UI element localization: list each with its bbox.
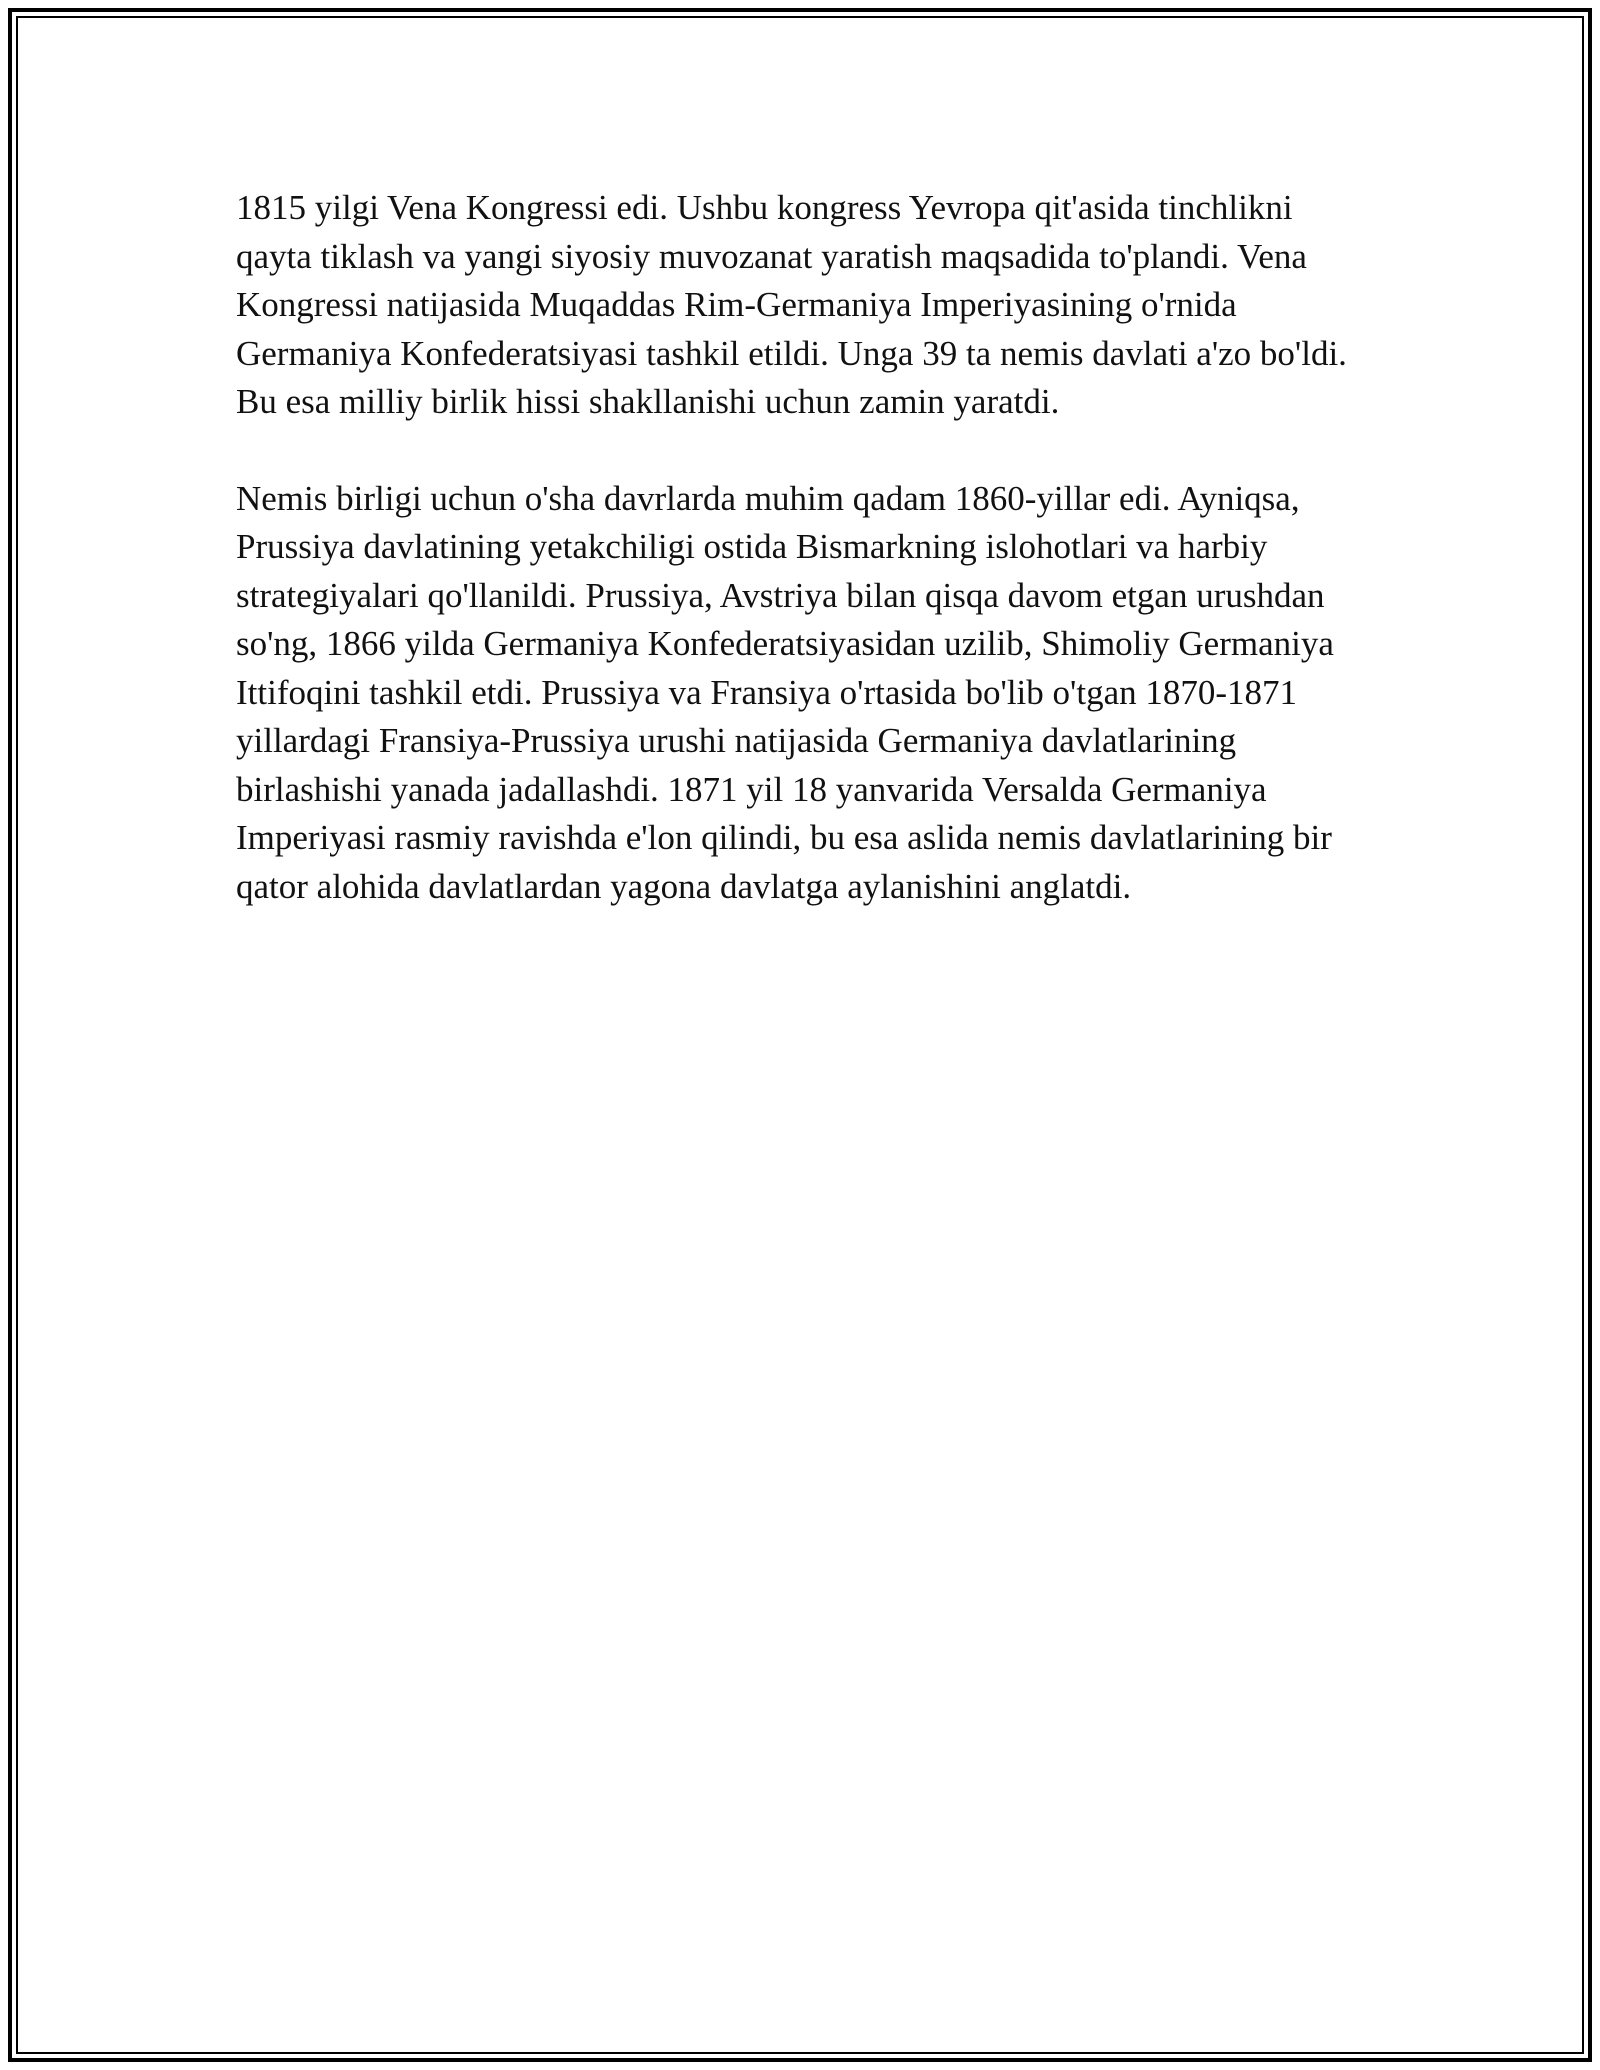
document-body <box>236 184 1376 959</box>
paragraph-vienna-congress: 1815 yilgi Vena Kongressi edi. Ushbu kongress Yevropa qit'asida tinchlikni qayta tiklash va yangi siyosiy muvozanat yaratish maqsadida to'plandi. Vena Kongressi natijasida Muqaddas Rim-Germaniya Imperiyasining o'rnida Germaniya Konfederatsiyasi tashkil etildi. Unga 39 ta nemis davlati a'zo bo'ldi. Bu esa milliy birlik hissi shakllanishi uchun zamin yaratdi. <box>236 188 1347 421</box>
paragraph-german-unification: Nemis birligi uchun o'sha davrlarda muhim qadam 1860-yillar edi. Ayniqsa, Prussiya davlatining yetakchiligi ostida Bismarkning islohotlari va harbiy strategiyalari qo'llanildi. Prussiya, Avstriya bilan qisqa davom etgan urushdan so'ng, 1866 yilda Germaniya Konfederatsiyasidan uzilib, Shimoliy Germaniya Ittifoqini tashkil etdi. Prussiya va Fransiya o'rtasida bo'lib o'tgan 1870-1871 yillardagi Fransiya-Prussiya urushi natijasida Germaniya davlatlarining birlashishi yanada jadallashdi. 1871 yil 18 yanvarida Versalda Germaniya Imperiyasi rasmiy ravishda e'lon qilindi, bu esa aslida nemis davlatlarining bir qator alohida davlatlardan yagona davlatga aylanishini anglatdi. <box>236 478 1334 906</box>
